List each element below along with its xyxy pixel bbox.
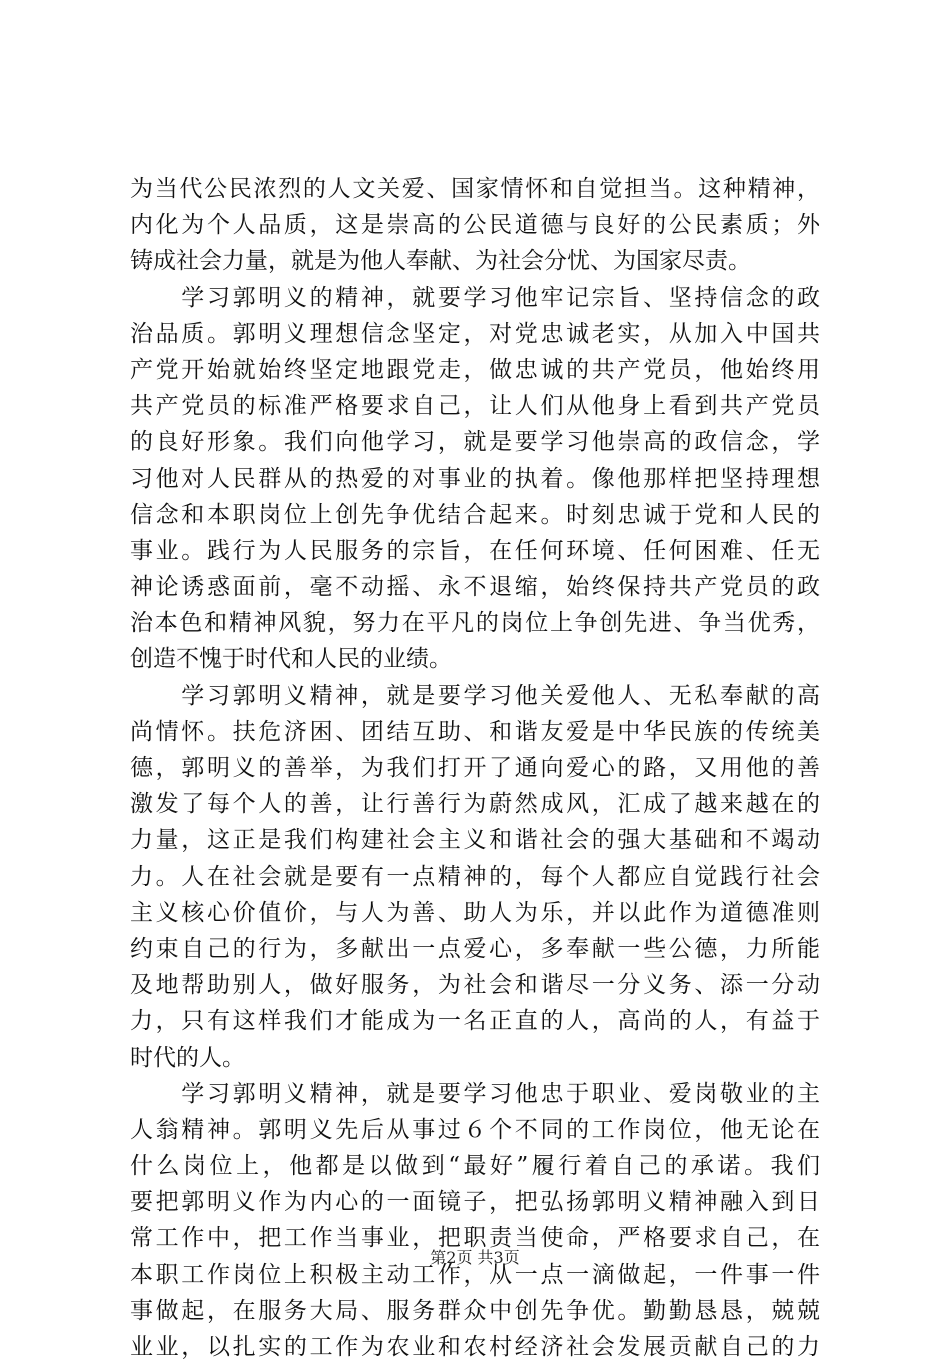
text-line: 神论诱惑面前，毫不动摇、永不退缩，始终保持共产党员的政 <box>130 574 820 601</box>
text-line: 习他对人民群从的热爱的对事业的执着。像他那样把坚持理想 <box>130 465 820 492</box>
text-line: 力。人在社会就是要有一点精神的，每个人都应自觉践行社会 <box>130 863 820 890</box>
text-line: 学习郭明义精神，就是要学习他忠于职业、爱岗敬业的主 <box>130 1080 820 1107</box>
text-line: 要把郭明义作为内心的一面镜子，把弘扬郭明义精神融入到日 <box>130 1189 820 1216</box>
text-line: 力，只有这样我们才能成为一名正直的人，高尚的人，有益于 <box>130 1008 820 1035</box>
text-line: 及地帮助别人，做好服务，为社会和谐尽一分义务、添一分动 <box>130 972 820 999</box>
page-footer: 第2页 共3页 <box>430 1248 520 1267</box>
text-line: 业业，以扎实的工作为农业和农村经济社会发展贡献自己的力 <box>130 1334 820 1360</box>
text-line: 的良好形象。我们向他学习，就是要学习他崇高的政信念，学 <box>130 429 820 456</box>
text-line: 德，郭明义的善举，为我们打开了通向爱心的路，又用他的善 <box>130 755 820 781</box>
text-line: 时代的人。 <box>130 1044 245 1071</box>
text-line: 主义核心价值价，与人为善、助人为乐，并以此作为道德准则 <box>130 899 820 926</box>
text-line: 学习郭明义精神，就是要学习他关爱他人、无私奉献的高 <box>130 682 820 709</box>
text-line: 事业。践行为人民服务的宗旨，在任何环境、任何困难、任无 <box>130 537 820 564</box>
text-line: 铸成社会力量，就是为他人奉献、为社会分忧、为国家尽责。 <box>130 248 751 275</box>
text-line: 治本色和精神风貌，努力在平凡的岗位上争创先进、争当优秀， <box>130 610 820 637</box>
text-line: 什么岗位上，他都是以做到“最好”履行着自己的承诺。我们 <box>130 1153 820 1180</box>
text-line: 创造不愧于时代和人民的业绩。 <box>130 646 452 673</box>
text-line: 激发了每个人的善，让行善行为蔚然成风，汇成了越来越在的 <box>130 791 820 818</box>
text-line: 常工作中，把工作当事业，把职责当使命，严格要求自己，在 <box>130 1225 820 1252</box>
text-line: 学习郭明义的精神，就要学习他牢记宗旨、坚持信念的政 <box>130 284 820 311</box>
text-line: 内化为个人品质，这是崇高的公民道德与良好的公民素质；外 <box>130 212 820 239</box>
text-line: 信念和本职岗位上创先争优结合起来。时刻忠诚于党和人民的 <box>130 501 820 528</box>
body-text <box>130 171 820 1365</box>
text-line: 人翁精神。郭明义先后从事过６个不同的工作岗位，他无论在 <box>130 1116 820 1143</box>
text-line: 治品质。郭明义理想信念坚定，对党忠诚老实，从加入中国共 <box>130 320 820 347</box>
text-line: 力量，这正是我们构建社会主义和谐社会的强大基础和不竭动 <box>130 827 820 854</box>
text-line: 事做起，在服务大局、服务群众中创先争优。勤勤恳恳，兢兢 <box>130 1297 820 1324</box>
text-line: 产党开始就始终坚定地跟党走，做忠诚的共产党员，他始终用 <box>130 356 820 383</box>
text-line: 共产党员的标准严格要求自己，让人们从他身上看到共产党员 <box>130 393 820 420</box>
text-line: 约束自己的行为，多献出一点爱心，多奉献一些公德，力所能 <box>130 935 820 962</box>
text-line: 为当代公民浓烈的人文关爱、国家情怀和自觉担当。这种精神， <box>130 176 820 202</box>
text-line: 尚情怀。扶危济困、团结互助、和谐友爱是中华民族的传统美 <box>130 718 820 745</box>
text-line: 本职工作岗位上积极主动工作，从一点一滴做起，一件事一件 <box>130 1261 820 1288</box>
